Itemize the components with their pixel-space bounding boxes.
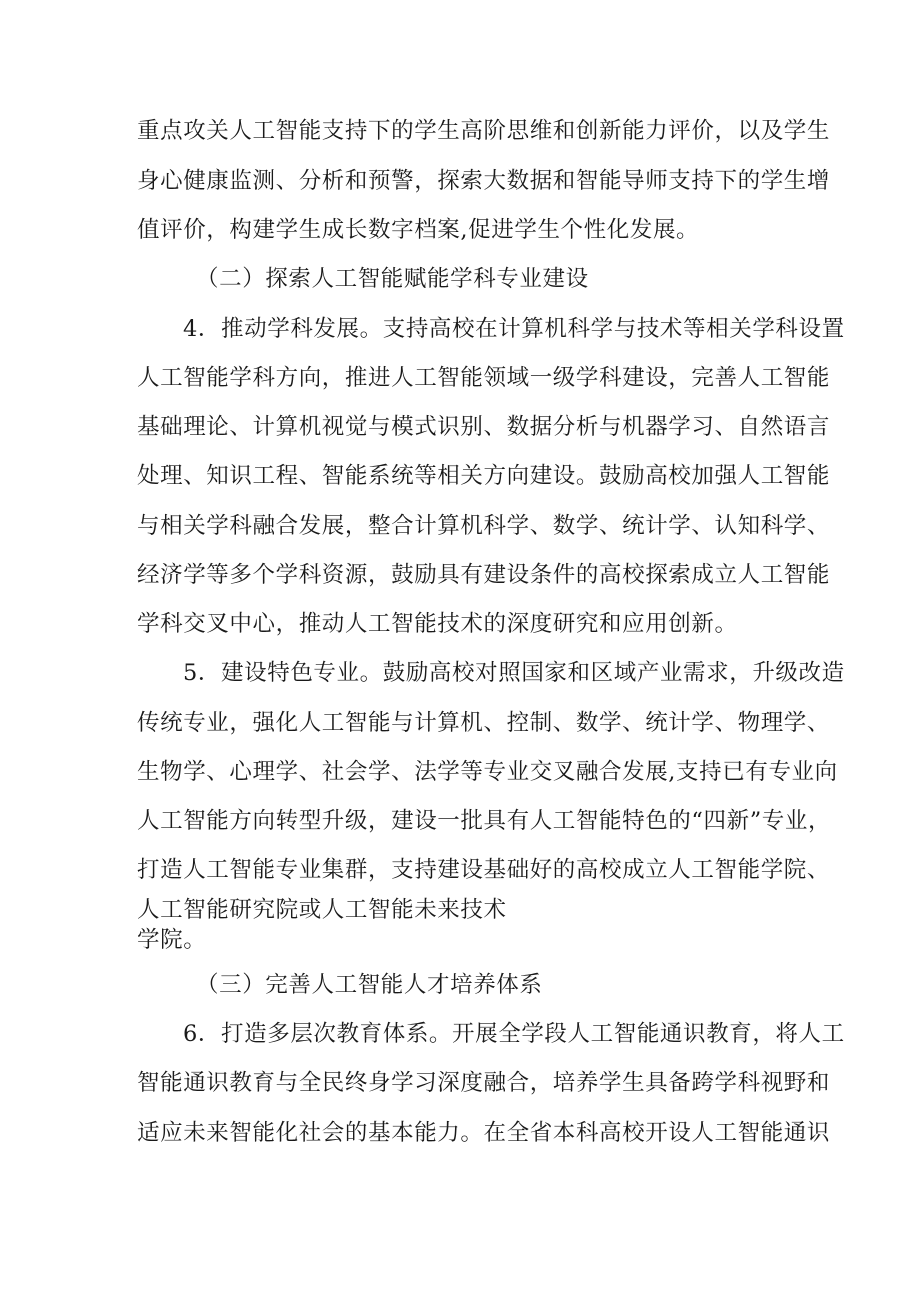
text-line: 人工智能研究院或人工智能未来技术 <box>137 897 507 923</box>
text-line: 5．建设特色专业。鼓励高校对照国家和区域产业需求，升级改造 <box>183 660 845 686</box>
text-line: 身心健康监测、分析和预警，探索大数据和智能导师支持下的学生增 <box>137 168 831 194</box>
text-line: 智能通识教育与全民终身学习深度融合，培养学生具备跨学科视野和 <box>137 1070 831 1096</box>
text-line: 6．打造多层次教育体系。开展全学段人工智能通识教育，将人工 <box>183 1021 845 1047</box>
text-line: 值评价，构建学生成长数字档案,促进学生个性化发展。 <box>137 217 700 243</box>
text-line: 打造人工智能专业集群，支持建设基础好的高校成立人工智能学院、 <box>137 857 831 883</box>
text-line: 传统专业，强化人工智能与计算机、控制、数学、统计学、物理学、 <box>137 710 831 736</box>
text-line: 学科交叉中心，推动人工智能技术的深度研究和应用创新。 <box>137 611 738 637</box>
text-line: 4．推动学科发展。支持高校在计算机科学与技术等相关学科设置 <box>183 316 845 342</box>
text-line: 经济学等多个学科资源，鼓励具有建设条件的高校探索成立人工智能 <box>137 562 831 588</box>
text-line: 人工智能方向转型升级，建设一批具有人工智能特色的“四新”专业， <box>137 808 832 834</box>
section-heading: （二）探索人工智能赋能学科专业建设 <box>196 266 589 292</box>
text-line: 人工智能学科方向，推进人工智能领域一级学科建设，完善人工智能 <box>137 365 831 391</box>
text-line: 重点攻关人工智能支持下的学生高阶思维和创新能力评价，以及学生 <box>137 118 831 144</box>
text-line: 生物学、心理学、社会学、法学等专业交叉融合发展,支持已有专业向 <box>137 759 838 785</box>
text-line: 适应未来智能化社会的基本能力。在全省本科高校开设人工智能通识 <box>137 1120 831 1146</box>
text-line: 基础理论、计算机视觉与模式识别、数据分析与机器学习、自然语言 <box>137 414 831 440</box>
text-line: 处理、知识工程、智能系统等相关方向建设。鼓励高校加强人工智能 <box>137 463 831 489</box>
text-line: 学院。 <box>137 927 207 953</box>
section-heading: （三）完善人工智能人才培养体系 <box>196 972 543 998</box>
text-line: 与相关学科融合发展，整合计算机科学、数学、统计学、认知科学、 <box>137 513 831 539</box>
